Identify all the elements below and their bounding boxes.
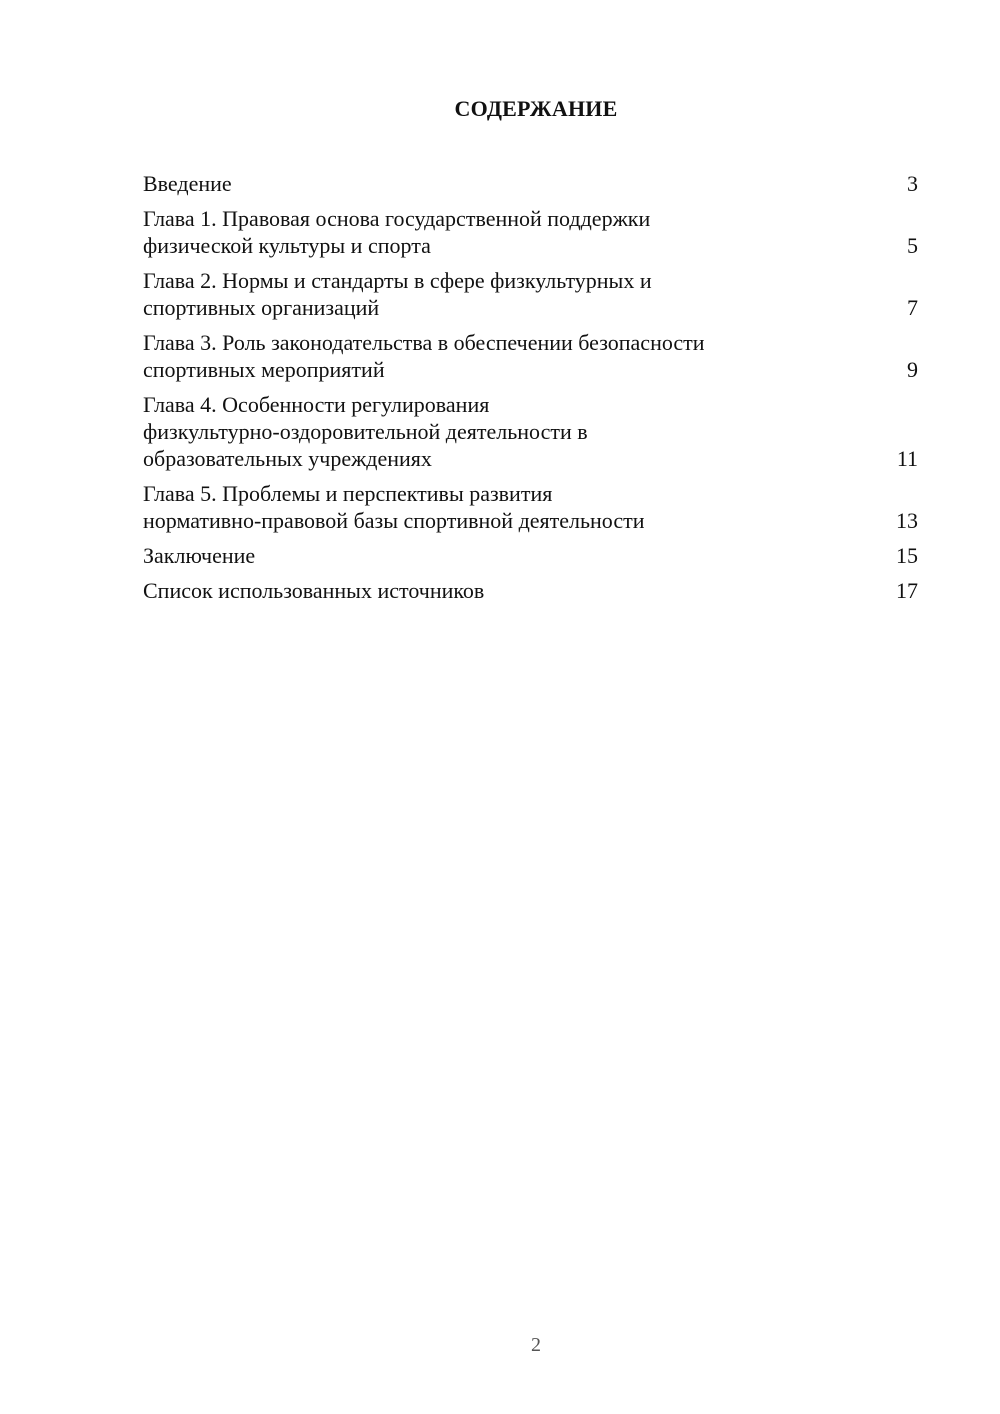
toc-entry-page: 11 <box>896 446 918 471</box>
toc-entry-page: 15 <box>896 543 918 568</box>
toc-entry-line: спортивных мероприятий <box>143 357 385 382</box>
toc-entry-line: физической культуры и спорта <box>143 233 431 258</box>
toc-entry-chapter-2 <box>143 267 918 321</box>
toc-entry-line: Глава 4. Особенности регулирования <box>143 392 490 417</box>
toc-entry-line: Список использованных источников <box>143 578 485 603</box>
toc-entry-text <box>143 480 843 534</box>
toc-entry-line: Глава 2. Нормы и стандарты в сфере физкультурных и <box>143 268 652 293</box>
toc-entry-introduction <box>143 170 918 197</box>
toc-entry-line: физкультурно-оздоровительной деятельности в <box>143 419 588 444</box>
toc-entry-page: 7 <box>907 295 918 320</box>
toc-entry-text <box>143 329 843 383</box>
toc-entry-text <box>143 577 843 604</box>
toc-entry-line: Заключение <box>143 543 256 568</box>
toc-entry-conclusion <box>143 542 918 569</box>
toc-entry-chapter-1 <box>143 205 918 259</box>
page-number: 2 <box>531 1334 541 1356</box>
toc-entry-text <box>143 542 843 569</box>
toc-entry-text <box>143 205 843 259</box>
page-title: СОДЕРЖАНИЕ <box>454 96 618 121</box>
toc-entry-page: 3 <box>907 171 918 196</box>
toc-entry-line: Введение <box>143 171 232 196</box>
toc-entry-line: нормативно-правовой базы спортивной деятельности <box>143 508 645 533</box>
toc-entry-page: 13 <box>896 508 918 533</box>
toc-entry-line: Глава 5. Проблемы и перспективы развития <box>143 481 553 506</box>
table-of-contents <box>143 170 918 612</box>
toc-entry-references <box>143 577 918 604</box>
toc-entry-chapter-5 <box>143 480 918 534</box>
toc-entry-page: 5 <box>907 233 918 258</box>
toc-entry-line: спортивных организаций <box>143 295 380 320</box>
toc-entry-text <box>143 170 843 197</box>
toc-entry-chapter-4 <box>143 391 918 472</box>
toc-entry-line: Глава 3. Роль законодательства в обеспечении безопасности <box>143 330 705 355</box>
toc-entry-text <box>143 267 843 321</box>
toc-entry-page: 17 <box>896 578 918 603</box>
toc-entry-text <box>143 391 843 472</box>
toc-entry-chapter-3 <box>143 329 918 383</box>
toc-entry-line: Глава 1. Правовая основа государственной поддержки <box>143 206 651 231</box>
toc-entry-page: 9 <box>907 357 918 382</box>
toc-entry-line: образовательных учреждениях <box>143 446 432 471</box>
